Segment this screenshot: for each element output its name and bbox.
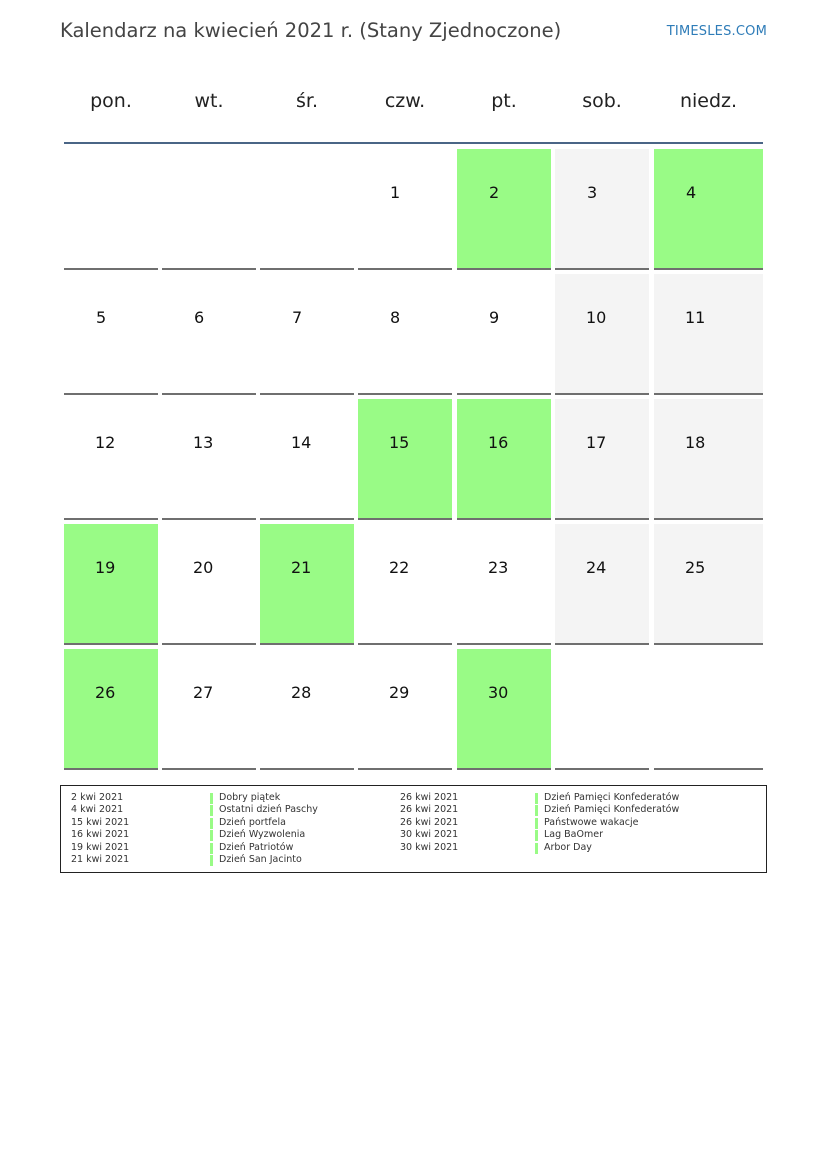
brand-link[interactable]: TIMESLES.COM: [666, 24, 767, 39]
day-number: 6: [194, 308, 205, 327]
day-cell[interactable]: [555, 274, 649, 395]
day-cell[interactable]: [64, 649, 158, 770]
empty-day-cell: [162, 149, 256, 270]
day-number: 28: [291, 683, 312, 702]
day-number: 23: [488, 558, 509, 577]
day-cell[interactable]: [260, 274, 354, 395]
day-number: 22: [389, 558, 410, 577]
weekday-label: czw.: [384, 90, 426, 112]
day-cell[interactable]: [654, 274, 763, 395]
weekday-label: sob.: [582, 90, 622, 112]
weekday-label: śr.: [295, 90, 318, 112]
legend-date: 19 kwi 2021: [71, 841, 130, 853]
day-cell[interactable]: [457, 399, 551, 520]
legend-color-bar: [535, 805, 538, 816]
legend-date: 26 kwi 2021: [400, 792, 459, 803]
day-cell[interactable]: [358, 399, 452, 520]
page-title: Kalendarz na kwiecień 2021 r. (Stany Zjednoczone): [60, 19, 562, 42]
legend-holiday-name: Dzień Pamięci Konfederatów: [544, 804, 680, 816]
legend-date: 15 kwi 2021: [71, 816, 130, 828]
day-cell[interactable]: [457, 524, 551, 645]
legend-color-bar: [535, 818, 538, 829]
legend-color-bar: [210, 818, 213, 829]
day-number: 24: [586, 558, 607, 577]
day-number: 25: [685, 558, 706, 577]
day-cell[interactable]: [260, 649, 354, 770]
legend-holiday-name: Arbor Day: [544, 841, 592, 853]
day-cell[interactable]: [64, 399, 158, 520]
legend-date: 26 kwi 2021: [400, 816, 459, 828]
weekday-label: pt.: [491, 90, 517, 112]
day-number: 2: [489, 183, 500, 202]
day-number: 3: [587, 183, 598, 202]
holiday-legend: [60, 785, 767, 873]
day-cell[interactable]: [358, 274, 452, 395]
day-cell[interactable]: [162, 399, 256, 520]
day-cell[interactable]: [654, 399, 763, 520]
day-cell[interactable]: [358, 649, 452, 770]
day-number: 13: [193, 433, 214, 452]
day-cell[interactable]: [457, 649, 551, 770]
day-number: 5: [96, 308, 107, 327]
day-cell[interactable]: [457, 149, 551, 270]
day-number: 18: [685, 433, 706, 452]
day-cell[interactable]: [64, 524, 158, 645]
day-number: 12: [95, 433, 116, 452]
empty-day-cell: [654, 649, 763, 770]
legend-holiday-name: Dobry piątek: [219, 792, 281, 803]
legend-color-bar: [535, 793, 538, 804]
day-cell[interactable]: [555, 524, 649, 645]
empty-day-cell: [555, 649, 649, 770]
legend-holiday-name: Ostatni dzień Paschy: [219, 804, 318, 816]
legend-date: 30 kwi 2021: [400, 829, 459, 841]
legend-holiday-name: Dzień Wyzwolenia: [219, 829, 306, 841]
day-number: 8: [390, 308, 401, 327]
weekday-label: wt.: [194, 90, 224, 112]
day-number: 20: [193, 558, 214, 577]
day-cell[interactable]: [260, 524, 354, 645]
day-number: 4: [686, 183, 697, 202]
empty-day-cell: [260, 149, 354, 270]
day-cell[interactable]: [654, 524, 763, 645]
day-cell[interactable]: [555, 399, 649, 520]
day-number: 21: [291, 558, 312, 577]
day-number: 29: [389, 683, 410, 702]
day-cell[interactable]: [358, 524, 452, 645]
day-cell[interactable]: [358, 149, 452, 270]
day-cell[interactable]: [260, 399, 354, 520]
legend-color-bar: [210, 793, 213, 804]
day-cell[interactable]: [162, 524, 256, 645]
legend-color-bar: [210, 843, 213, 854]
day-cell[interactable]: [162, 274, 256, 395]
legend-date: 30 kwi 2021: [400, 841, 459, 853]
weekday-label: niedz.: [679, 90, 738, 112]
day-number: 14: [291, 433, 312, 452]
day-cell[interactable]: [654, 149, 763, 270]
legend-date: 4 kwi 2021: [71, 804, 124, 816]
day-number: 30: [488, 683, 509, 702]
empty-day-cell: [64, 149, 158, 270]
legend-holiday-name: Państwowe wakacje: [544, 816, 639, 828]
day-number: 1: [390, 183, 401, 202]
day-number: 27: [193, 683, 214, 702]
legend-holiday-name: Dzień Patriotów: [219, 841, 294, 853]
day-number: 7: [292, 308, 303, 327]
day-number: 16: [488, 433, 509, 452]
legend-holiday-name: Lag BaOmer: [544, 829, 603, 841]
legend-color-bar: [535, 843, 538, 854]
legend-date: 16 kwi 2021: [71, 829, 130, 841]
day-number: 26: [95, 683, 116, 702]
legend-holiday-name: Dzień portfela: [219, 816, 286, 828]
legend-holiday-name: Dzień San Jacinto: [219, 854, 302, 865]
legend-date: 21 kwi 2021: [71, 854, 130, 865]
day-cell[interactable]: [457, 274, 551, 395]
legend-date: 2 kwi 2021: [71, 792, 124, 803]
weekday-label: pon.: [90, 90, 132, 112]
legend-date: 26 kwi 2021: [400, 804, 459, 816]
legend-holiday-name: Dzień Pamięci Konfederatów: [544, 792, 680, 803]
day-number: 17: [586, 433, 607, 452]
legend-color-bar: [535, 830, 538, 841]
day-number: 19: [95, 558, 116, 577]
day-number: 10: [586, 308, 607, 327]
day-number: 9: [489, 308, 500, 327]
legend-color-bar: [210, 805, 213, 816]
day-number: 15: [389, 433, 410, 452]
day-cell[interactable]: [162, 649, 256, 770]
day-number: 11: [685, 308, 706, 327]
legend-color-bar: [210, 855, 213, 866]
day-cell[interactable]: [64, 274, 158, 395]
day-cell[interactable]: [555, 149, 649, 270]
legend-color-bar: [210, 830, 213, 841]
